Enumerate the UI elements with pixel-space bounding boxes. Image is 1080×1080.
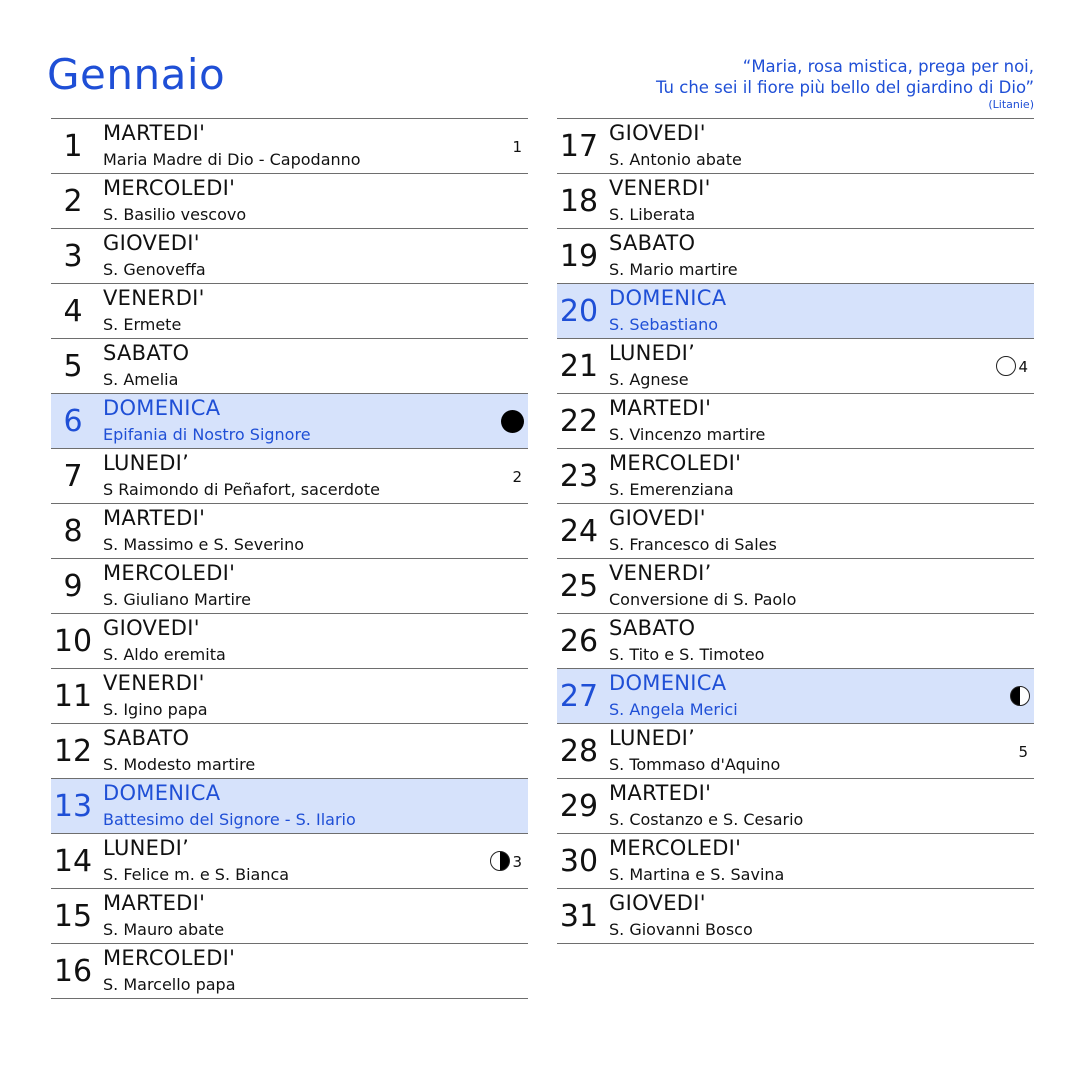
- quote-line-2: Tu che sei il fiore più bello del giardino di Dio”: [655, 78, 1034, 97]
- saint-name: S. Mauro abate: [103, 920, 225, 939]
- day-number: 19: [559, 239, 599, 274]
- saint-name: S. Modesto martire: [103, 755, 256, 774]
- saint-name: Battesimo del Signore - S. Ilario: [103, 810, 356, 829]
- weekday-name: DOMENICA: [103, 781, 221, 805]
- day-number: 8: [63, 514, 83, 549]
- saint-name: S. Marcello papa: [103, 975, 236, 994]
- day-number: 12: [53, 734, 93, 769]
- weekday-name: VENERDI': [103, 671, 205, 695]
- day-row: [557, 778, 1034, 833]
- day-number: 13: [53, 789, 93, 824]
- day-row: [51, 173, 528, 228]
- weekday-name: VENERDI': [609, 176, 711, 200]
- day-row: [51, 888, 528, 943]
- day-row: [557, 503, 1034, 558]
- week-number: 3: [512, 853, 522, 871]
- weekday-name: MARTEDI': [103, 891, 206, 915]
- day-row: [51, 448, 528, 503]
- day-row: [557, 338, 1034, 393]
- weekday-name: GIOVEDI': [609, 506, 706, 530]
- day-number: 5: [63, 349, 83, 384]
- day-row: [557, 833, 1034, 888]
- day-row: [51, 338, 528, 393]
- saint-name: S. Emerenziana: [609, 480, 734, 499]
- saint-name: S. Antonio abate: [609, 150, 742, 169]
- saint-name: S. Tommaso d'Aquino: [609, 755, 781, 774]
- weekday-name: DOMENICA: [609, 286, 727, 310]
- weekday-name: GIOVEDI': [103, 616, 200, 640]
- saint-name: Conversione di S. Paolo: [609, 590, 797, 609]
- weekday-name: SABATO: [609, 616, 696, 640]
- day-number: 31: [559, 899, 599, 934]
- weekday-name: GIOVEDI': [103, 231, 200, 255]
- weekday-name: GIOVEDI': [609, 121, 706, 145]
- saint-name: S. Francesco di Sales: [609, 535, 777, 554]
- day-row: [51, 393, 528, 448]
- day-number: 17: [559, 129, 599, 164]
- weekday-name: DOMENICA: [609, 671, 727, 695]
- saint-name: S. Giovanni Bosco: [609, 920, 753, 939]
- saint-name: S. Ermete: [103, 315, 182, 334]
- day-row: [51, 833, 528, 888]
- month-title: Gennaio: [47, 50, 226, 99]
- week-number: 5: [1018, 743, 1028, 761]
- saint-name: S. Genoveffa: [103, 260, 206, 279]
- day-number: 6: [63, 404, 83, 439]
- weekday-name: MERCOLEDI': [103, 946, 236, 970]
- day-number: 2: [63, 184, 83, 219]
- day-number: 16: [53, 954, 93, 989]
- saint-name: S. Igino papa: [103, 700, 208, 719]
- weekday-name: VENERDI’: [609, 561, 712, 585]
- saint-name: Maria Madre di Dio - Capodanno: [103, 150, 361, 169]
- day-row: [51, 613, 528, 668]
- day-number: 22: [559, 404, 599, 439]
- day-row: [51, 558, 528, 613]
- saint-name: S Raimondo di Peñafort, sacerdote: [103, 480, 380, 499]
- day-number: 20: [559, 294, 599, 329]
- day-row: [51, 943, 528, 999]
- day-number: 1: [63, 129, 83, 164]
- day-row: [557, 888, 1034, 944]
- week-number: 2: [512, 468, 522, 486]
- day-row: [51, 668, 528, 723]
- day-row: [557, 448, 1034, 503]
- saint-name: S. Amelia: [103, 370, 179, 389]
- saint-name: S. Giuliano Martire: [103, 590, 251, 609]
- saint-name: S. Massimo e S. Severino: [103, 535, 305, 554]
- day-row: [51, 503, 528, 558]
- saint-name: Epifania di Nostro Signore: [103, 425, 311, 444]
- weekday-name: SABATO: [103, 726, 190, 750]
- day-row: [51, 283, 528, 338]
- weekday-name: SABATO: [609, 231, 696, 255]
- day-number: 18: [559, 184, 599, 219]
- weekday-name: MERCOLEDI': [609, 836, 742, 860]
- day-number: 30: [559, 844, 599, 879]
- quote-source: (Litanie): [988, 98, 1034, 111]
- day-row: [557, 668, 1034, 723]
- weekday-name: MERCOLEDI': [103, 176, 236, 200]
- saint-name: S. Vincenzo martire: [609, 425, 766, 444]
- weekday-name: MERCOLEDI': [609, 451, 742, 475]
- day-row: [51, 778, 528, 833]
- weekday-name: MARTEDI': [103, 506, 206, 530]
- day-row: [51, 228, 528, 283]
- weekday-name: MERCOLEDI': [103, 561, 236, 585]
- saint-name: S. Liberata: [609, 205, 696, 224]
- day-number: 23: [559, 459, 599, 494]
- saint-name: S. Martina e S. Savina: [609, 865, 785, 884]
- day-number: 27: [559, 679, 599, 714]
- weekday-name: LUNEDI’: [609, 726, 696, 750]
- day-number: 25: [559, 569, 599, 604]
- day-row: [557, 393, 1034, 448]
- weekday-name: GIOVEDI': [609, 891, 706, 915]
- calendar-column-right: [557, 118, 1034, 944]
- weekday-name: LUNEDI’: [103, 836, 190, 860]
- new-moon-icon: [501, 410, 524, 433]
- day-number: 24: [559, 514, 599, 549]
- week-number: 4: [1018, 358, 1028, 376]
- weekday-name: MARTEDI': [609, 396, 712, 420]
- day-row: [557, 228, 1034, 283]
- day-row: [51, 723, 528, 778]
- saint-name: S. Sebastiano: [609, 315, 719, 334]
- weekday-name: DOMENICA: [103, 396, 221, 420]
- day-number: 29: [559, 789, 599, 824]
- saint-name: S. Basilio vescovo: [103, 205, 247, 224]
- saint-name: S. Costanzo e S. Cesario: [609, 810, 804, 829]
- weekday-name: LUNEDI’: [103, 451, 190, 475]
- day-number: 7: [63, 459, 83, 494]
- quote-line-1: “Maria, rosa mistica, prega per noi,: [742, 57, 1034, 76]
- weekday-name: MARTEDI': [609, 781, 712, 805]
- saint-name: S. Agnese: [609, 370, 689, 389]
- day-row: [557, 558, 1034, 613]
- saint-name: S. Aldo eremita: [103, 645, 226, 664]
- full-moon-icon: [996, 356, 1016, 376]
- day-row: [51, 118, 528, 173]
- calendar-column-left: [51, 118, 528, 999]
- day-number: 15: [53, 899, 93, 934]
- quote: [656, 56, 1034, 111]
- weekday-name: MARTEDI': [103, 121, 206, 145]
- day-number: 14: [53, 844, 93, 879]
- day-number: 26: [559, 624, 599, 659]
- weekday-name: SABATO: [103, 341, 190, 365]
- weekday-name: VENERDI': [103, 286, 205, 310]
- day-row: [557, 283, 1034, 338]
- week-number: 1: [512, 138, 522, 156]
- day-row: [557, 613, 1034, 668]
- day-row: [557, 118, 1034, 173]
- first-quarter-moon-icon: [490, 851, 510, 871]
- day-number: 11: [53, 679, 93, 714]
- day-number: 9: [63, 569, 83, 604]
- day-number: 28: [559, 734, 599, 769]
- weekday-name: LUNEDI’: [609, 341, 696, 365]
- day-number: 4: [63, 294, 83, 329]
- day-number: 3: [63, 239, 83, 274]
- day-row: [557, 173, 1034, 228]
- day-number: 10: [53, 624, 93, 659]
- saint-name: S. Felice m. e S. Bianca: [103, 865, 290, 884]
- saint-name: S. Mario martire: [609, 260, 738, 279]
- saint-name: S. Tito e S. Timoteo: [609, 645, 765, 664]
- saint-name: S. Angela Merici: [609, 700, 738, 719]
- day-number: 21: [559, 349, 599, 384]
- last-quarter-moon-icon: [1010, 686, 1030, 706]
- day-row: [557, 723, 1034, 778]
